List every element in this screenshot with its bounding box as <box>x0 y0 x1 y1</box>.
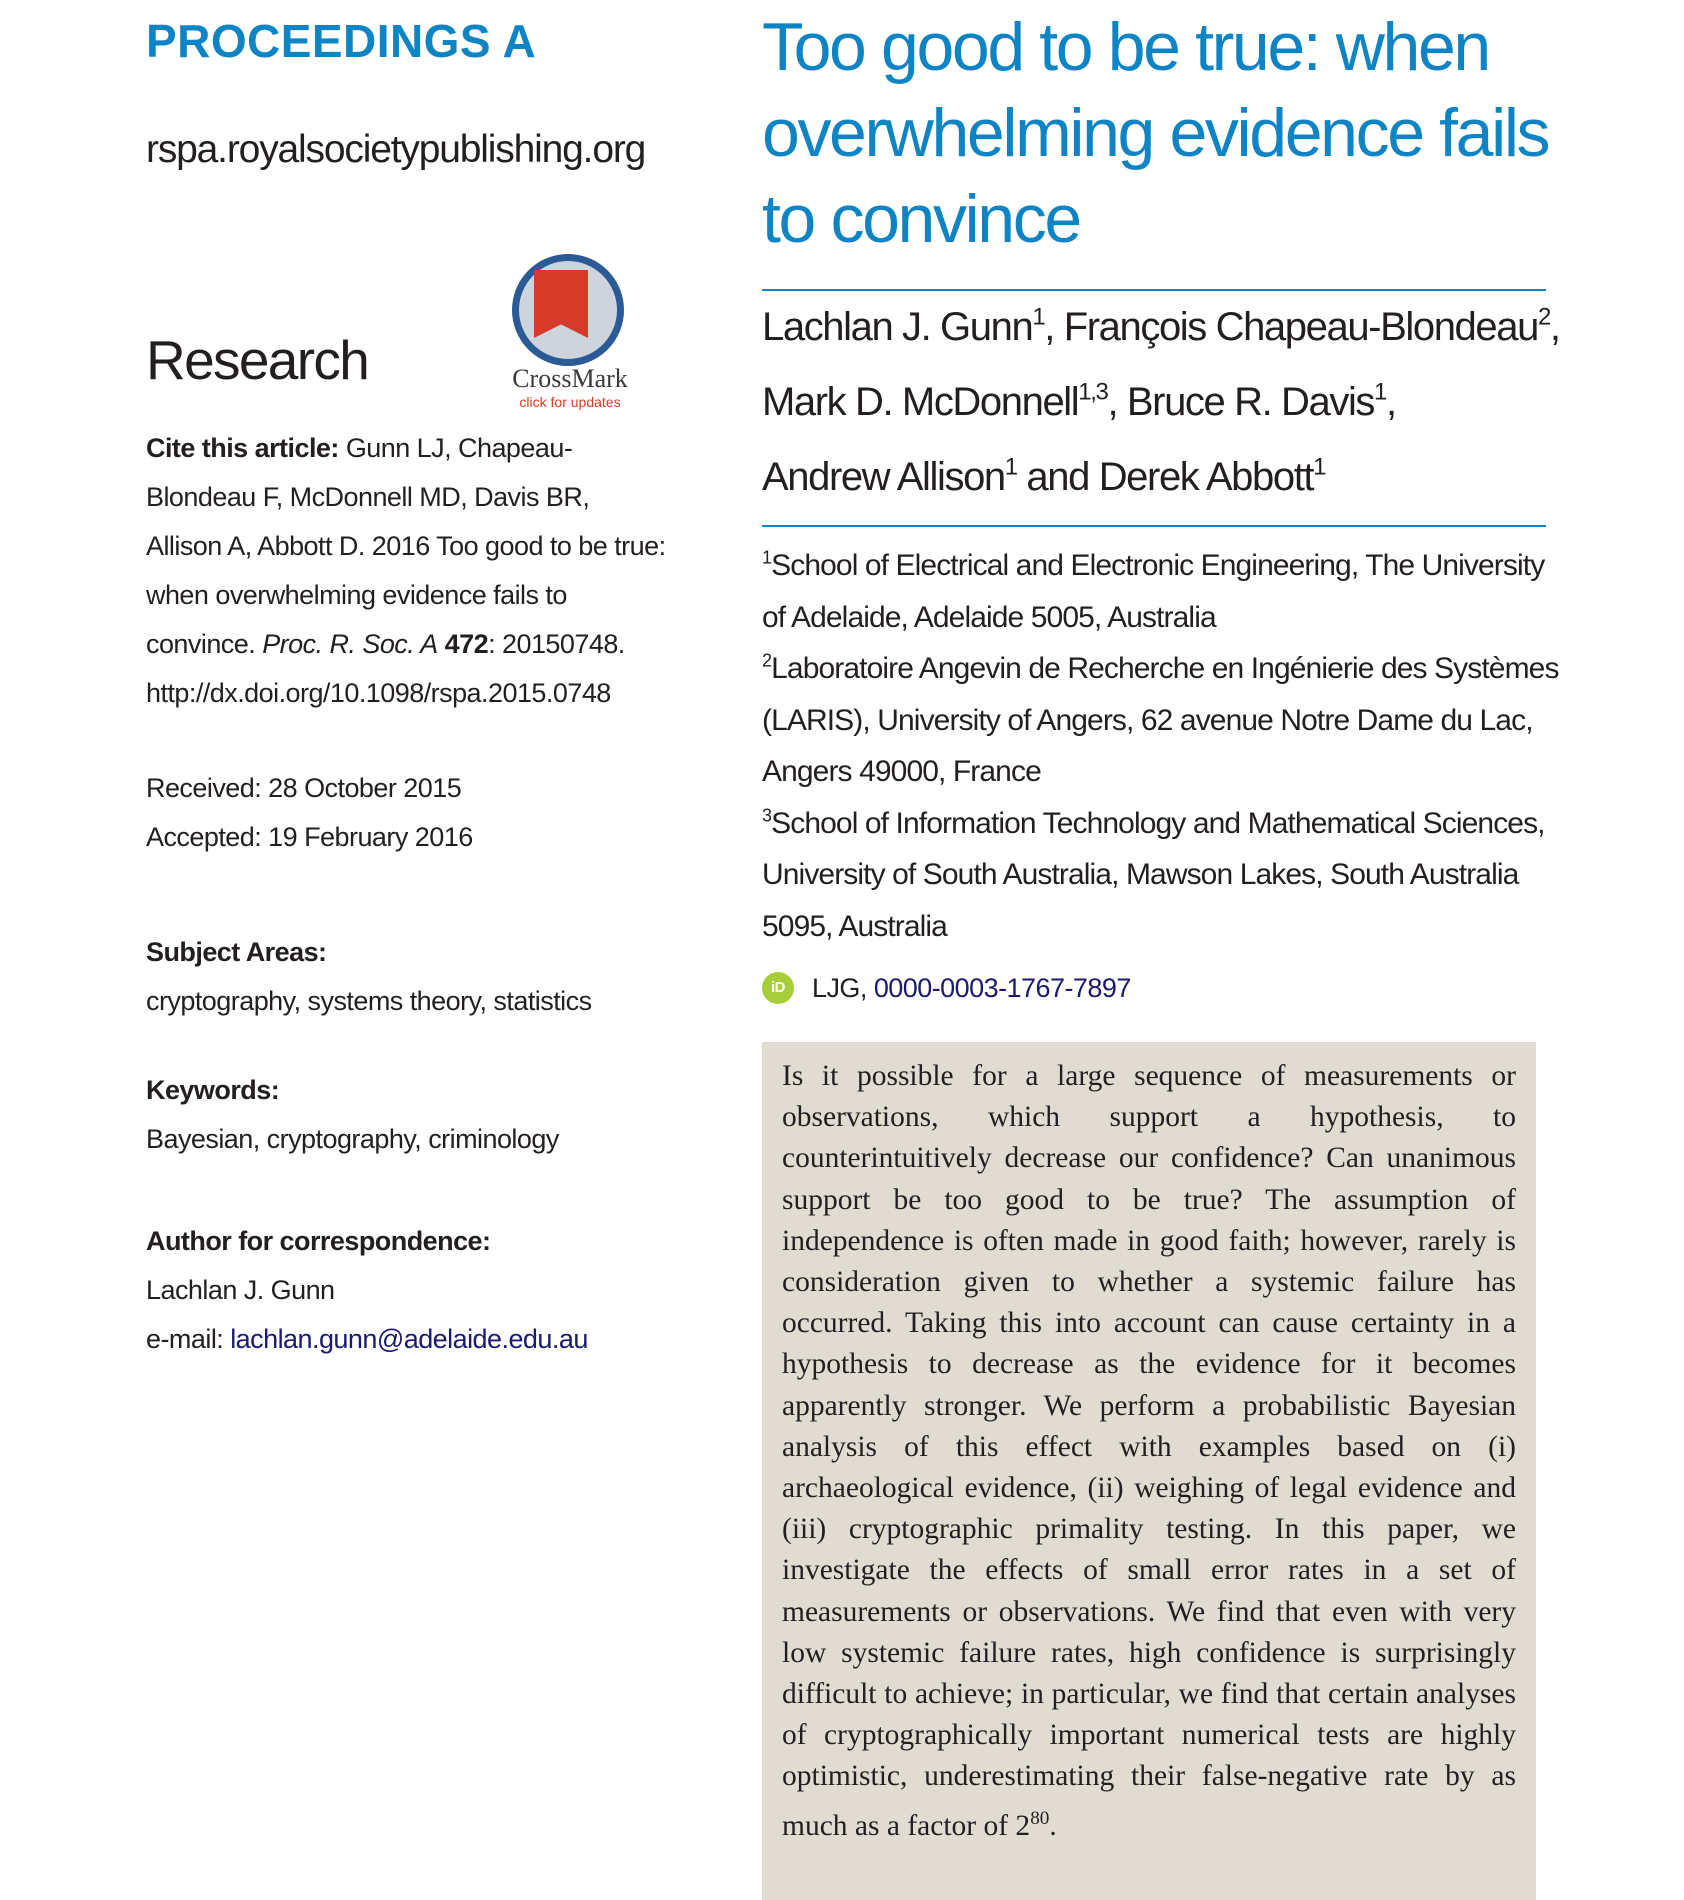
authors-divider <box>762 525 1546 527</box>
orcid-label: LJG, <box>812 973 867 1003</box>
author-list <box>762 290 1562 515</box>
correspondence-name: Lachlan J. Gunn <box>146 1275 335 1305</box>
cite-volume: 472 <box>444 629 489 659</box>
orcid-icon[interactable]: iD <box>762 972 794 1004</box>
affiliations <box>762 540 1562 952</box>
author: Derek Abbott$^1$ <box>1098 453 1326 499</box>
cite-text: Gunn LJ, Chapeau-Blondeau F, McDonnell MD, Davis BR, Allison A, Abbott D. 2016 Too good to be true: when overwhelming evidence fails to convince. <box>146 433 666 659</box>
keywords-value: Bayesian, cryptography, criminology <box>146 1124 559 1154</box>
cite-journal: Proc. R. Soc. A <box>262 629 438 659</box>
affiliation: $^3$School of Information Technology and Mathematical Sciences, University of South Australia, Mawson Lakes, South Australia 5095, Australia <box>762 804 1545 943</box>
crossmark-label: CrossMark <box>512 364 628 393</box>
email-link[interactable]: lachlan.gunn@adelaide.edu.au <box>230 1324 588 1354</box>
keywords-heading: Keywords: <box>146 1075 280 1105</box>
author: Bruce R. Davis$^1$, <box>1126 378 1396 424</box>
journal-url[interactable]: rspa.royalsocietypublishing.org <box>146 128 646 171</box>
email-label: e-mail: <box>146 1324 231 1354</box>
author: Andrew Allison$^1$ and <box>762 453 1099 499</box>
cite-heading: Cite this article: <box>146 433 339 463</box>
cite-doi[interactable]: http://dx.doi.org/10.1098/rspa.2015.0748 <box>146 678 611 708</box>
abstract-exponent: 80 <box>1030 1807 1050 1829</box>
correspondence-block <box>146 1217 666 1364</box>
abstract-box <box>762 1042 1536 1900</box>
section-label: Research <box>146 329 369 391</box>
journal-name: PROCEEDINGS A <box>146 15 537 67</box>
keywords-block <box>146 1066 666 1164</box>
dates-block <box>146 764 666 862</box>
crossmark-badge[interactable] <box>500 254 640 410</box>
author: Mark D. McDonnell$^{1,3}$, <box>762 378 1127 424</box>
subject-heading: Subject Areas: <box>146 937 327 967</box>
subject-value: cryptography, systems theory, statistics <box>146 986 592 1016</box>
author: Lachlan J. Gunn$^1$, <box>762 303 1064 349</box>
abstract-text: Is it possible for a large sequence of measurements or observations, which support a hypothesis, to counterintuitively decrease our confidence? Can unanimous support be too good to be true? The assumption of independence is often made in good faith; however, rarely is consideration given to whether a systemic failure has occurred. Taking this into account can cause certainty in a hypothesis to decrease as the evidence for it becomes apparently stronger. We perform a probabilistic Bayesian analysis of this effect with examples based on (i) archaeological evidence, (ii) weighing of legal evidence and (iii) cryptographic primality testing. In this paper, we investigate the effects of small error rates in a set of measurements or observations. We find that even with very low systemic failure rates, high confidence is surprisingly difficult to achieve; in particular, we find that certain analyses of cryptographically important numerical tests are highly optimistic, underestimating their false-negative rate by as much as a factor of $2^{80}$. <box>782 1060 1516 1842</box>
correspondence-email-row <box>146 1315 666 1364</box>
citation-block <box>146 424 666 718</box>
affiliation: $^1$School of Electrical and Electronic Engineering, The University of Adelaide, Adelaide 5005, Australia <box>762 547 1545 634</box>
article-title: Too good to be true: when overwhelming evidence fails to convince <box>762 9 1549 257</box>
crossmark-sub: click for updates <box>519 394 621 410</box>
author: François Chapeau-Blondeau$^2$, <box>1063 303 1560 349</box>
received-date: Received: 28 October 2015 <box>146 773 462 803</box>
orcid-row <box>762 968 1131 1008</box>
orcid-link[interactable]: 0000-0003-1767-7897 <box>873 973 1131 1003</box>
affiliation: $^2$Laboratoire Angevin de Recherche en Ingénierie des Systèmes (LARIS), University of Angers, 62 avenue Notre Dame du Lac, Angers 49000, France <box>762 650 1559 788</box>
subject-block <box>146 928 666 1026</box>
cite-article-no: : 20150748. <box>488 629 625 659</box>
correspondence-heading: Author for correspondence: <box>146 1226 491 1256</box>
accepted-date: Accepted: 19 February 2016 <box>146 822 473 852</box>
